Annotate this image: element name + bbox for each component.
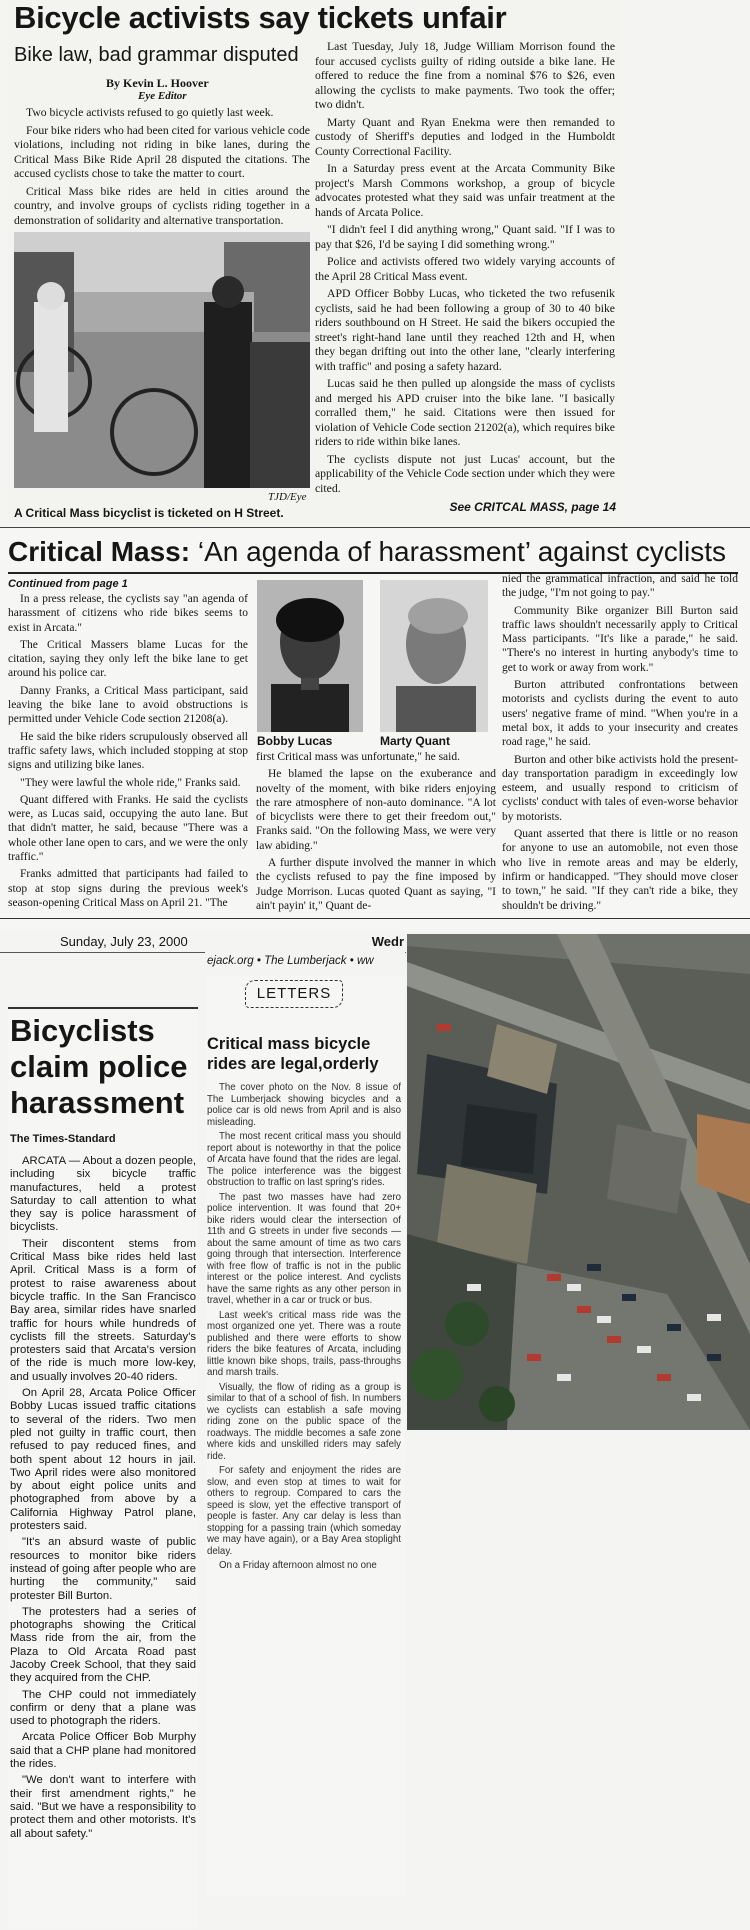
paragraph: Community Bike organizer Bill Burton said traffic laws shouldn't necessarily apply to Critical Mass participants. "It's like a parade," he said. "There's no interest in hurting anybody's time to get to work or away from work." [502, 604, 738, 674]
paragraph: Critical Mass bike rides are held in cities around the country, and involve groups of cyclists riding together in a demonstration of solidarity and alternative transportation. [14, 184, 310, 227]
letter-critical-mass-legal [205, 976, 405, 1896]
ticketing-photo [14, 232, 310, 488]
paragraph: The cover photo on the Nov. 8 issue of The Lumberjack showing bicycles and a police car is old news from April and is also misleading. [207, 1082, 401, 1128]
mugshot-label-quant: Marty Quant [380, 734, 451, 748]
photo-credit: TJD/Eye [268, 491, 307, 503]
column-b [256, 750, 496, 916]
letter-body [207, 1082, 401, 1575]
paragraph: Burton attributed confrontations between motorists and cyclists during the event to auto users' negative frame of mind. "When you're in a metal box, it adds to your insecurity and creates road rage," he said. [502, 679, 738, 749]
paragraph: The Critical Massers blame Lucas for the citation, saying they only left the bike lane to get around his police car. [8, 638, 248, 680]
lumberjack-strip [205, 952, 405, 976]
letters-badge: LETTERS [245, 980, 343, 1008]
paragraph: Franks admitted that participants had failed to stop at stop signs during the previous week's season-opening Critical Mass on April 21. "The [8, 868, 248, 909]
paragraph: ARCATA — About a dozen people, including six bicycle traffic manufactures, held a protest Saturday to call attention to what they say is police harassment of bicyclists. [10, 1155, 196, 1234]
headline-rest: ‘An agenda of harassment’ against cyclists [190, 536, 726, 567]
paragraph: first Critical mass was unfortunate," he said. [256, 751, 460, 763]
paragraph: Danny Franks, a Critical Mass participant, said leaving the bike lane to avoid obstructions is permitted under Vehicle Code section 21208(a). [8, 684, 248, 726]
paragraph: "It's an absurd waste of public resources to monitor bike riders instead of going after people who are hurting the community," said protester Bill Burton. [10, 1536, 196, 1602]
paragraph: For safety and enjoyment the rides are slow, and even stop at times to wait for others to regroup. Compared to cars the speed is slow, yet the effective transport of people is faster. Any car delay is less than stopping for a passing train (which someday we may have again), or a Bay Area stoplight delay. [207, 1465, 401, 1557]
paragraph: The protesters had a series of photographs showing the Critical Mass ride from the air, from the Plaza to Old Arcata Road past Jacoby Creek School, that they said they acquired from the CHP. [10, 1605, 196, 1685]
paragraph: Quant differed with Franks. He said the cyclists were, as Lucas said, occupying the auto lane. But that didn't matter, he said, because "There was a whole other lane open to cars, and we were the only traffic." [8, 793, 248, 864]
paragraph: The CHP could not immediately confirm or deny that a plane was used to photograph the riders. [10, 1688, 196, 1728]
headline: Bicyclists claim police harassment [10, 1013, 188, 1120]
column-left [14, 106, 310, 231]
column-a [8, 592, 248, 913]
headline: Critical mass bicycle rides are legal,orderly [207, 1035, 379, 1073]
paragraph: On April 28, Arcata Police Officer Bobby Lucas issued traffic citations to several of the riders. Two men pled not guilty in traffic court, then refused to pay reduced fines, and both spent about 12 hours in jail. Two April rides were also monitored by about eight police units and photographed from above by a California Highway Patrol plane, protesters said. [10, 1387, 196, 1533]
mugshot-bobby-lucas [257, 580, 363, 732]
paragraph: A further dispute involved the manner in which the cyclists refused to pay the fine imposed by Judge Morrison. Lucas quoted Quant as saying, "I ain't payin' it," Quant de- [256, 857, 496, 912]
paragraph: Last Tuesday, July 18, Judge William Morrison found the four accused cyclists guilty of riding outside a bike lane. He offered to reduce the fine from a nominal $76 to $26, even allowing the cyclists to make payments. Two took the offer; two didn't. [315, 40, 615, 111]
column-right [315, 40, 615, 499]
paper-name-fragment: Wedr [371, 934, 404, 949]
article-police-harassment [8, 1007, 198, 1929]
paragraph: Lucas said he then pulled up alongside the mass of cyclists and merged his APD cruiser into the bike lane. "I basically corralled them," he said. Citations were then issued for violation of Vehicle Code section 21202(a), which requires bike riders to ride within bike lanes. [315, 377, 615, 448]
paragraph: Police and activists offered two widely varying accounts of the April 28 Critical Mass event. [315, 255, 615, 283]
paragraph: On a Friday afternoon almost no one [219, 1560, 377, 1571]
site-header: ejack.org • The Lumberjack • ww [207, 955, 374, 967]
continued-line: Continued from page 1 [8, 578, 128, 590]
paragraph: nied the grammatical infraction, and said he told the judge, "I'm not going to pay." [502, 573, 738, 600]
headline: Bicycle activists say tickets unfair [14, 0, 507, 35]
byline-role: Eye Editor [138, 90, 187, 102]
jump-line: See CRITCAL MASS, page 14 [449, 500, 616, 514]
bottom-rule [0, 918, 750, 931]
paragraph: Two bicycle activists refused to go quietly last week. [26, 106, 274, 119]
article-body [10, 1155, 196, 1844]
paragraph: Arcata Police Officer Bob Murphy said that a CHP plane had monitored the rides. [10, 1731, 196, 1771]
headline-bold: Critical Mass: [8, 536, 191, 567]
byline: By Kevin L. Hoover [106, 76, 209, 90]
paragraph: In a Saturday press event at the Arcata Community Bike project's Marsh Commons workshop, a group of bicycle advocates protested what they said was unfair treatment at the hands of Arcata Police. [315, 162, 615, 219]
mugshot-marty-quant [380, 580, 488, 732]
aerial-photo-image [407, 934, 750, 1430]
article-bicycle-activists [8, 0, 620, 525]
paragraph: Four bike riders who had been cited for various vehicle code violations, including not riding in bike lanes, during the Critical Mass Bike Ride April 28 disputed the citations. The accused cyclists chose to take the matter to court. [14, 123, 310, 180]
paragraph: APD Officer Bobby Lucas, who ticketed the two refusenik cyclists, said he had been following a group of 30 to 40 bike riders southbound on H Street. He said the bikers occupied the street's right-hand lane until they reached 12th and H, when they began drifting out into the other lane, "clearly interfering with traffic" and posing a safety hazard. [315, 287, 615, 373]
headline [8, 536, 726, 568]
paragraph: The cyclists dispute not just Lucas' account, but the applicability of the Vehicle Code section under which they were cited. [315, 452, 615, 495]
paragraph: The most recent critical mass you should report about is noteworthy in that the police of Arcata have found that the rides are legal. The police interference was the biggest obstruction to traffic on last spring's rides. [207, 1131, 401, 1188]
paragraph: Visually, the flow of riding as a group is similar to that of a school of fish. In numbers we cyclists can establish a safe moving riding zone on the public space of the roadways. The middle becomes a safe zone where kids and unskilled riders may safely ride. [207, 1381, 401, 1462]
date: Sunday, July 23, 2000 [60, 934, 188, 949]
mugshot-label-lucas: Bobby Lucas [257, 734, 333, 748]
paragraph: He said the bike riders scrupulously observed all traffic safety laws, which included stopping at stop signs and utilizing bike lanes. [8, 730, 248, 772]
paragraph: He blamed the lapse on the exuberance and novelty of the moment, with bike riders enjoying the rare atmosphere of non-auto dominance. "A lot of bicyclists were there to get their freedom out," Franks said. "On the following Mass, we were very law abiding." [256, 768, 496, 852]
source: The Times-Standard [10, 1133, 116, 1145]
article-agenda-of-harassment [0, 527, 750, 931]
paragraph: Last week's critical mass ride was the most organized one yet. There was a route published and there were efforts to show riders the bike features of Arcata, including little known bike shops, trails, pass-throughs and marsh trails. [207, 1309, 401, 1378]
paragraph: Their discontent stems from Critical Mass bike rides held last April. Critical Mass is a form of protest to raise awareness about bicycle traffic. In the San Francisco Bay area, similar rides have snarled traffic for hours while hundreds of cyclists fill the streets. Saturday's protesters said that Arcata's version of the ride is much more low-key, and usually involves 20-40 riders. [10, 1237, 196, 1383]
paragraph: The past two masses have had zero police intervention. It was found that 20+ bike riders would clear the intersection of 11th and G streets in under five seconds — about the same amount of time as two cars going through that intersection. Interference with free flow of traffic is not in the public interest or the police interest. And cyclists have the same rights as any other person in travel, whether in a car or truck or bus. [207, 1191, 401, 1306]
dateline-strip [0, 932, 406, 953]
paragraph: Burton and other bike activists hold the present-day transportation paradigm in exceedingly low esteem, and usually respond to criticism of cyclists' conduct with tales of even-worse behavior by motorists. [502, 753, 738, 823]
aerial-photo [407, 934, 750, 1430]
paragraph: In a press release, the cyclists say "an agenda of harassment of citizens who ride bikes seems to exist in Arcata." [8, 593, 248, 634]
paragraph: Marty Quant and Ryan Enekma were then remanded to custody of Sheriff's deputies and lodged in the Humboldt County Correctional Facility. [315, 115, 615, 158]
column-c [502, 572, 738, 916]
paragraph: "I didn't feel I did anything wrong," Quant said. "If I was to pay that $26, I'd be saying I did something wrong." [315, 223, 615, 251]
photo-caption: A Critical Mass bicyclist is ticketed on H Street. [14, 506, 284, 520]
paragraph: "They were lawful the whole ride," Franks said. [20, 776, 241, 789]
deck: Bike law, bad grammar disputed [14, 44, 299, 66]
paragraph: Quant asserted that there is little or no reason for anyone to use an automobile, not even those who live in remote areas and may be elderly, infirm or handicapped. "They should move closer to town," he said. "If they can't ride a bike, they shouldn't be driving." [502, 828, 738, 912]
paragraph: "We don't want to interfere with their first amendment rights," he said. "But we have a responsibility to protect them and other motorists. It's all about safety." [10, 1774, 196, 1840]
